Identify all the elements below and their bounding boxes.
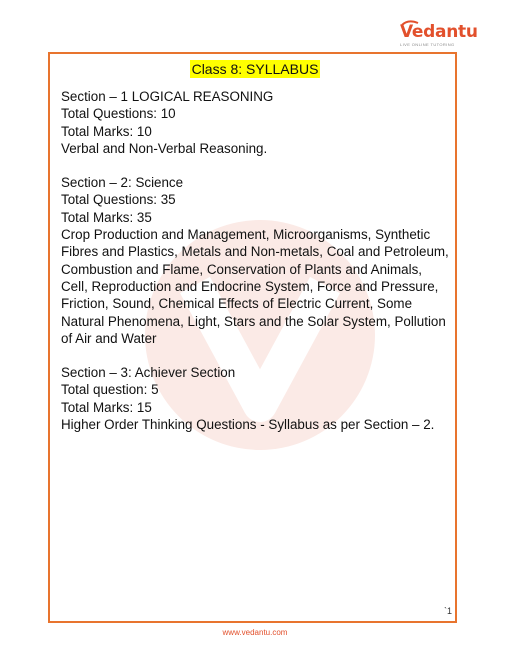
section-2-heading: Section – 2: Science	[61, 175, 184, 191]
footer-url[interactable]: www.vedantu.com	[222, 628, 288, 637]
section-2-marks: Total Marks: 35	[61, 209, 152, 225]
section-1-topics: Verbal and Non-Verbal Reasoning.	[61, 140, 268, 156]
vedantu-logo	[388, 20, 478, 48]
section-3-topics: Higher Order Thinking Questions - Syllabus as per Section – 2.	[61, 417, 435, 433]
section-2-questions: Total Questions: 35	[61, 192, 176, 208]
section-1-marks: Total Marks: 10	[61, 123, 152, 139]
section-1-heading: Section – 1 LOGICAL REASONING	[61, 89, 274, 104]
section-3-heading: Section – 3: Achiever Section	[61, 365, 236, 381]
logo-text: Vedantu	[400, 22, 478, 42]
logo-tagline: LIVE ONLINE TUTORING	[400, 42, 455, 47]
page-title	[0, 60, 510, 79]
page-number: `1	[444, 606, 453, 616]
page-title-text: Class 8: SYLLABUS	[191, 61, 319, 77]
section-1-questions: Total Questions: 10	[61, 106, 176, 122]
syllabus-content	[61, 88, 451, 433]
section-3-marks: Total Marks: 15	[61, 399, 152, 415]
section-2-topics: Crop Production and Management, Microorganisms, Synthetic Fibres and Plastics, Metals and Non-metals, Coal and Petroleum, Combustion and Flame, Conservation of Plants and Animals, Cell, Reproduction and Endocrine System, Force and Pressure, Friction, Sound, Chemical Effects of Electric Current, Some Natural Phenomena, Light, Stars and the Solar System, Pollution of Air and Water	[61, 227, 449, 346]
section-3-questions: Total question: 5	[61, 382, 159, 398]
